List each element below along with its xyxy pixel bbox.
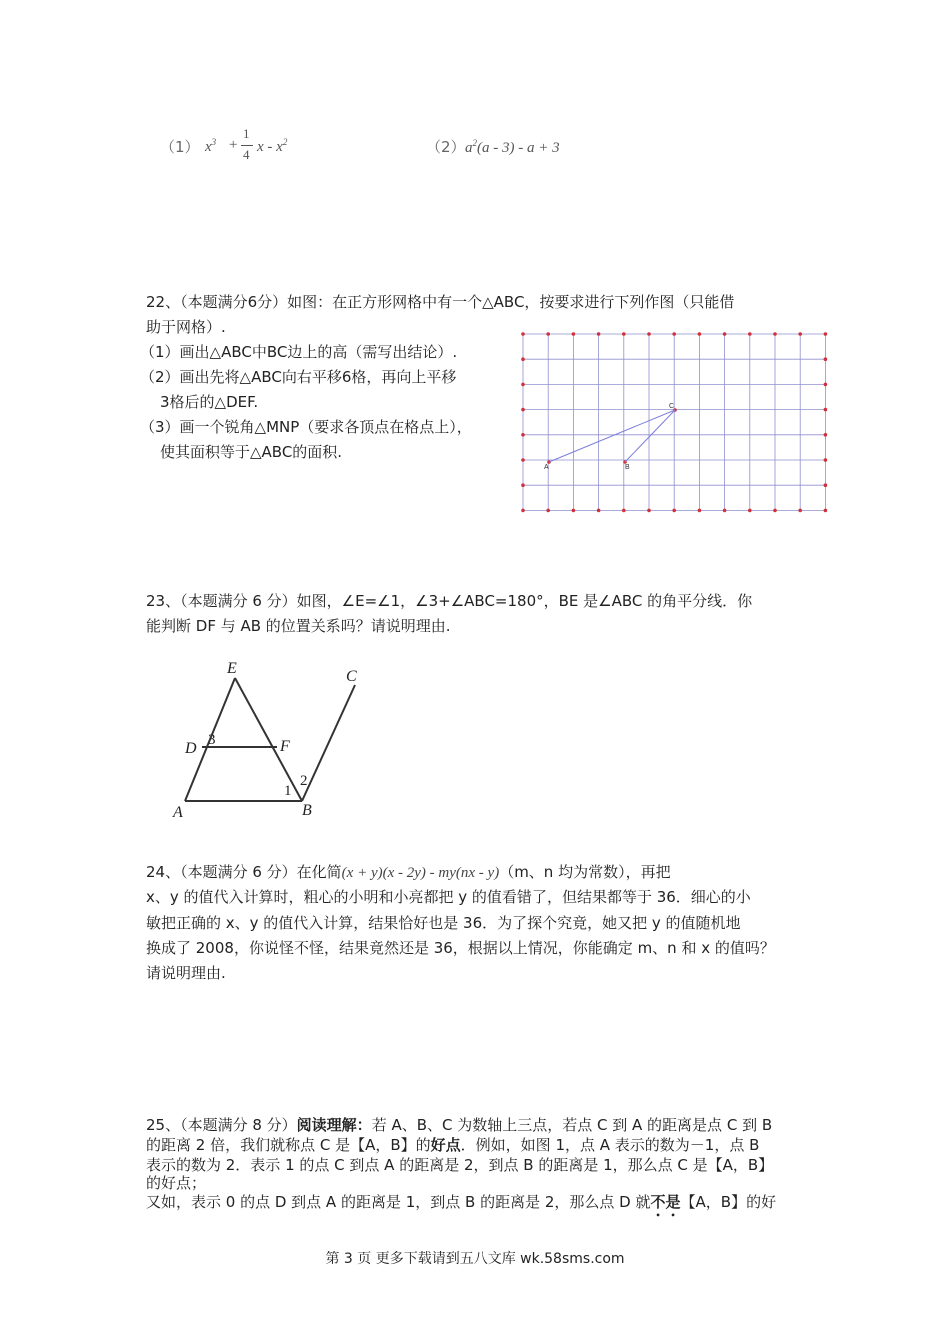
grid-point	[824, 483, 828, 487]
grid-point	[622, 509, 626, 513]
label-d: D	[185, 740, 197, 757]
grid-point	[824, 458, 828, 462]
grid-point	[698, 332, 702, 336]
q25-line2-text-a: 的距离 2 倍，我们就称点 C 是【A，B】的	[146, 1136, 431, 1154]
q21-expression-1: $x^3$ + 1 4 x - $x^2$	[205, 126, 288, 162]
label-c: C	[346, 668, 357, 685]
grid-point	[521, 433, 525, 437]
label-a: A	[173, 804, 183, 821]
q25-line1-text: 若 A、B、C 为数轴上三点，若点 C 到 A 的距离是点 C 到 B	[371, 1116, 773, 1134]
grid-point	[521, 408, 525, 412]
fraction-numerator: 1	[243, 126, 250, 141]
grid-point	[521, 357, 525, 361]
fraction-bar	[241, 145, 253, 146]
q24-line2: x、y 的值代入计算时，粗心的小明和小亮都把 y 的值看错了，但结果都等于 36．细心的小	[146, 888, 751, 906]
q25-line5-text-c: 【A，B】的好	[680, 1193, 777, 1211]
angle-1-label: 1	[284, 783, 292, 799]
grid-point	[647, 332, 651, 336]
page-footer: 第 3 页 更多下载请到五八文库 wk.58sms.com	[325, 1251, 625, 1267]
grid-point	[672, 509, 676, 513]
angle-2-label: 2	[300, 773, 308, 789]
grid-point	[521, 383, 525, 387]
q24-line1	[146, 861, 671, 884]
grid-point	[824, 509, 828, 513]
grid-point	[723, 509, 727, 513]
q22-line2: 助于网格）.	[146, 318, 226, 336]
q23-geometry-figure	[165, 655, 375, 825]
q24-line5: 请说明理由.	[146, 964, 226, 982]
label-f: F	[280, 738, 290, 755]
grid-point	[672, 332, 676, 336]
q23-line1: 23、（本题满分 6 分）如图，∠E=∠1，∠3+∠ABC=180°，BE 是∠ABC 的角平分线．你	[146, 592, 753, 610]
grid-point	[798, 332, 802, 336]
q25-not-emphasis: 不是	[650, 1193, 681, 1211]
fraction-denominator: 4	[243, 147, 250, 162]
q22-item1: （1）画出△ABC中BC边上的高（需写出结论）.	[140, 343, 458, 361]
point-b-label: B	[625, 464, 630, 471]
q24-line3: 敏把正确的 x、y 的值代入计算，结果恰好也是 36．为了探个究竟，她又把 y 的值随机地	[146, 914, 741, 932]
q25-heading: 25、（本题满分 8 分）	[146, 1116, 297, 1134]
line-bc	[302, 685, 355, 801]
q25-line2	[146, 1134, 759, 1156]
grid-point	[824, 332, 828, 336]
grid-point	[748, 332, 752, 336]
grid-point	[698, 509, 702, 513]
label-e: E	[227, 660, 237, 677]
grid-point	[546, 332, 550, 336]
grid-point	[824, 433, 828, 437]
q21-part2-label: （2）	[426, 138, 466, 156]
q21-part1-label: （1）	[160, 138, 200, 156]
grid-point	[597, 509, 601, 513]
q25-line2-text-c: ．例如，如图 1，点 A 表示的数为－1，点 B	[460, 1136, 760, 1154]
grid-point	[723, 332, 727, 336]
q25-line1	[146, 1114, 772, 1136]
grid-point	[798, 509, 802, 513]
grid-point	[521, 332, 525, 336]
grid-point	[572, 332, 576, 336]
grid-point	[572, 509, 576, 513]
q24-prefix: 24、（本题满分 6 分）在化简	[146, 863, 342, 881]
q22-item3a: （3）画一个锐角△MNP（要求各顶点在格点上），	[140, 418, 472, 436]
q25-reading-label: 阅读理解：	[296, 1116, 372, 1134]
point-a-label: A	[544, 464, 549, 471]
grid-point	[748, 509, 752, 513]
grid-point	[773, 509, 777, 513]
triangle-abc	[549, 410, 675, 462]
grid-point	[824, 408, 828, 412]
q22-item2a: （2）画出先将△ABC向右平移6格，再向上平移	[140, 368, 457, 386]
grid-point	[597, 332, 601, 336]
q22-grid-figure	[515, 326, 835, 522]
q22-line1: 22、（本题满分6分）如图：在正方形网格中有一个△ABC，按要求进行下列作图（只能借	[146, 293, 735, 311]
angle-3-label: 3	[208, 732, 216, 748]
q25-line5-text-a: 又如，表示 0 的点 D 到点 A 的距离是 1，到点 B 的距离是 2，那么点 D 就	[146, 1193, 651, 1211]
q25-line4: 的好点；	[146, 1174, 207, 1192]
q24-expression: (x + y)(x - 2y) - my(nx - y)	[341, 865, 500, 881]
grid-point	[824, 383, 828, 387]
grid-point	[773, 332, 777, 336]
q24-suffix: （m、n 均为常数），再把	[499, 863, 671, 881]
line-eb	[235, 678, 302, 801]
q21-expression-2: $a^2(a - 3) - a + 3$	[465, 138, 560, 156]
square-grid	[523, 334, 825, 510]
grid-point	[521, 509, 525, 513]
q24-line4: 换成了 2008，你说怪不怪，结果竟然还是 36，根据以上情况，你能确定 m、n 和 x 的值吗？	[146, 939, 775, 957]
q22-item3b: 使其面积等于△ABC的面积.	[160, 443, 343, 461]
q23-line2: 能判断 DF 与 AB 的位置关系吗？请说明理由.	[146, 617, 451, 635]
point-c-label: C	[669, 403, 675, 410]
grid-point	[546, 509, 550, 513]
q22-item2b: 3格后的△DEF.	[160, 393, 259, 411]
q25-good-point-term: 好点	[430, 1136, 461, 1154]
q25-line5	[146, 1191, 776, 1220]
grid-point	[824, 357, 828, 361]
grid-point	[521, 458, 525, 462]
q25-line3: 表示的数为 2．表示 1 的点 C 到点 A 的距离是 2，到点 B 的距离是 1，那么点 C 是【A，B】	[146, 1156, 774, 1174]
grid-point	[647, 509, 651, 513]
label-b: B	[302, 802, 312, 819]
grid-point	[521, 483, 525, 487]
grid-point	[622, 332, 626, 336]
